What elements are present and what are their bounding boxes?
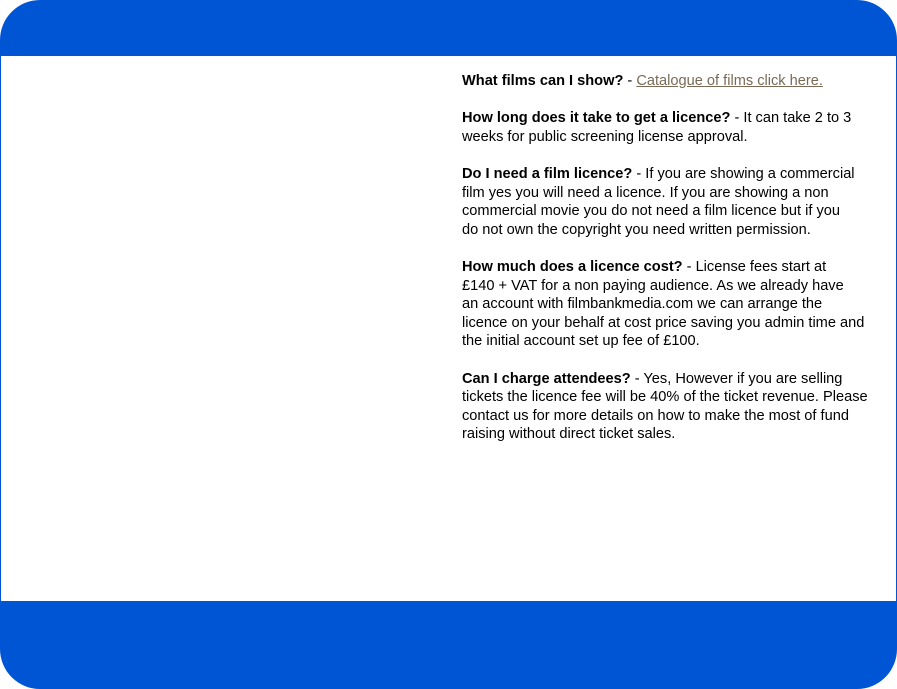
faq-answer-line: contact us for more details on how to make the most of fund [462, 407, 849, 424]
faq-line [462, 109, 892, 128]
faq-line [462, 258, 892, 277]
faq-question: What films can I show? [462, 73, 624, 89]
faq-line [462, 370, 892, 389]
faq-answer-line: an account with filmbankmedia.com we can arrange the [462, 296, 823, 313]
faq-line [462, 165, 892, 184]
faq-answer-line: the initial account set up fee of £100. [462, 333, 700, 350]
faq-answer-line: film yes you will need a licence. If you are showing a non [462, 184, 829, 201]
faq-answer-line: do not own the copyright you need written permission. [462, 221, 811, 238]
faq-answer-line: licence on your behalf at cost price saving you admin time and [462, 314, 865, 331]
faq-item-films [462, 72, 892, 91]
header-band [0, 0, 897, 56]
faq-item-duration [462, 109, 892, 146]
faq-item-need-licence [462, 165, 892, 239]
faq-answer-start: - It can take 2 to 3 [730, 110, 852, 127]
footer-band [0, 601, 897, 689]
faq-question: Do I need a film licence? [462, 165, 633, 182]
faq-question: Can I charge attendees? [462, 370, 631, 387]
faq-answer-line: commercial movie you do not need a film licence but if you [462, 203, 840, 220]
faq-question: How much does a licence cost? [462, 258, 683, 275]
faq-separator: - [623, 73, 637, 89]
faq-answer-line: £140 + VAT for a non paying audience. As we already have [462, 277, 844, 294]
faq-question: How long does it take to get a licence? [462, 110, 731, 127]
faq-answer-start: - License fees start at [682, 258, 827, 275]
faq-item-charge [462, 370, 892, 444]
faq-section [462, 72, 892, 462]
faq-answer-line: tickets the licence fee will be 40% of the ticket revenue. Please [462, 389, 868, 406]
faq-answer-start: - Yes, However if you are selling [630, 370, 843, 387]
catalogue-link[interactable]: Catalogue of films click here. [636, 73, 823, 89]
faq-answer-line: weeks for public screening license approval. [462, 128, 748, 145]
faq-item-cost [462, 258, 892, 351]
faq-line [462, 72, 892, 91]
faq-answer-line: raising without direct ticket sales. [462, 426, 676, 443]
faq-answer-start: - If you are showing a commercial [632, 165, 855, 182]
